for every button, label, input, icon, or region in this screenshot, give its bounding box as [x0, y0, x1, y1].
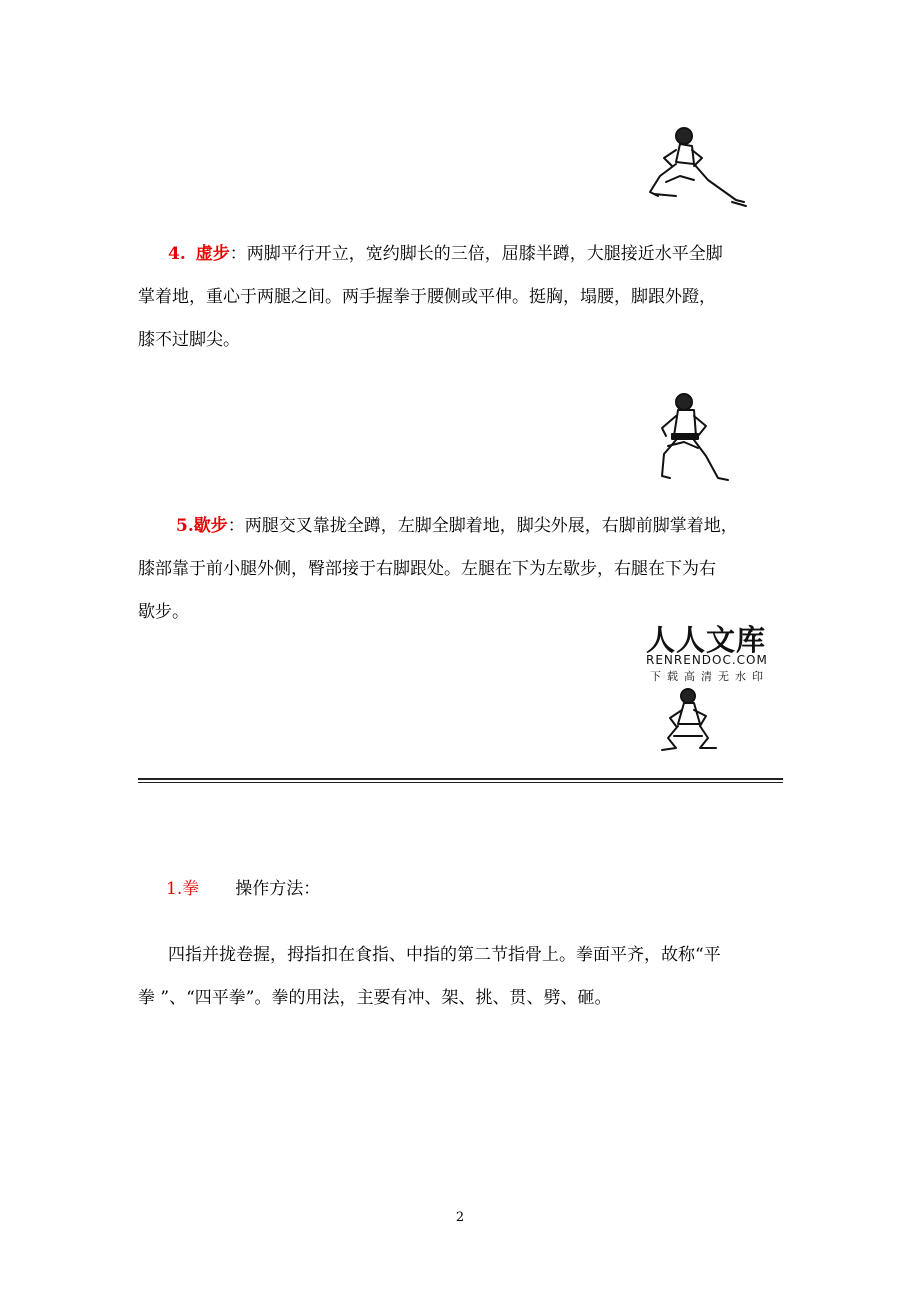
- section-5-text-1: 两腿交叉靠拢全蹲，左脚全脚着地，脚尖外展，右脚前脚掌着地，: [244, 516, 738, 536]
- section-4-colon: ：: [229, 244, 247, 264]
- section-divider-thick: [138, 778, 783, 780]
- section-4-text-1: 两脚平行开立，宽约脚长的三倍，屈膝半蹲，大腿接近水平全脚: [246, 244, 723, 264]
- fist-heading-row: [166, 868, 320, 911]
- watermark-title: 人人文库: [646, 623, 767, 657]
- watermark-url: RENRENDOC.COM: [646, 653, 768, 667]
- section-5-number: 5.: [176, 516, 194, 536]
- fist-line-2: 拳 ”、“四平拳”。拳的用法，主要有冲、架、挑、贯、劈、砸。: [138, 988, 612, 1008]
- fist-line-1: 四指并拢卷握，拇指扣在食指、中指的第二节指骨上。拳面平齐，故称“平: [168, 945, 721, 965]
- section-5-term: 歇步: [193, 516, 228, 536]
- fist-paragraph: [138, 934, 788, 1020]
- fist-heading: 1.拳: [166, 879, 200, 899]
- page-number: 2: [455, 1210, 465, 1225]
- watermark-subtitle: 下载高清无水印: [650, 670, 769, 683]
- section-5-colon: ：: [227, 516, 245, 536]
- kneeling-figure-drop-stance-illustration: [636, 120, 752, 212]
- figure-empty-stance-illustration: [640, 390, 736, 490]
- section-5-line-2: 膝部靠于前小腿外侧，臀部接于右脚跟处。左腿在下为左歇步，右腿在下为右: [138, 559, 716, 579]
- section-4-number: 4.: [168, 244, 186, 264]
- section-4-line-1: [138, 233, 788, 276]
- section-4-line-3: 膝不过脚尖。: [138, 330, 240, 350]
- section-4-term: 虚步: [195, 244, 230, 264]
- section-5-line-3: 歇步。: [138, 602, 189, 622]
- figure-rest-stance-illustration: [656, 686, 724, 754]
- section-4-line-2: 掌着地，重心于两腿之间。两手握拳于腰侧或平伸。挺胸，塌腰，脚跟外蹬，: [138, 287, 716, 307]
- fist-method-label: 操作方法：: [235, 879, 321, 899]
- section-4-paragraph: [138, 233, 788, 362]
- section-5-paragraph: [138, 505, 788, 634]
- section-5-line-1: [138, 505, 788, 548]
- section-divider-thin: [138, 782, 783, 783]
